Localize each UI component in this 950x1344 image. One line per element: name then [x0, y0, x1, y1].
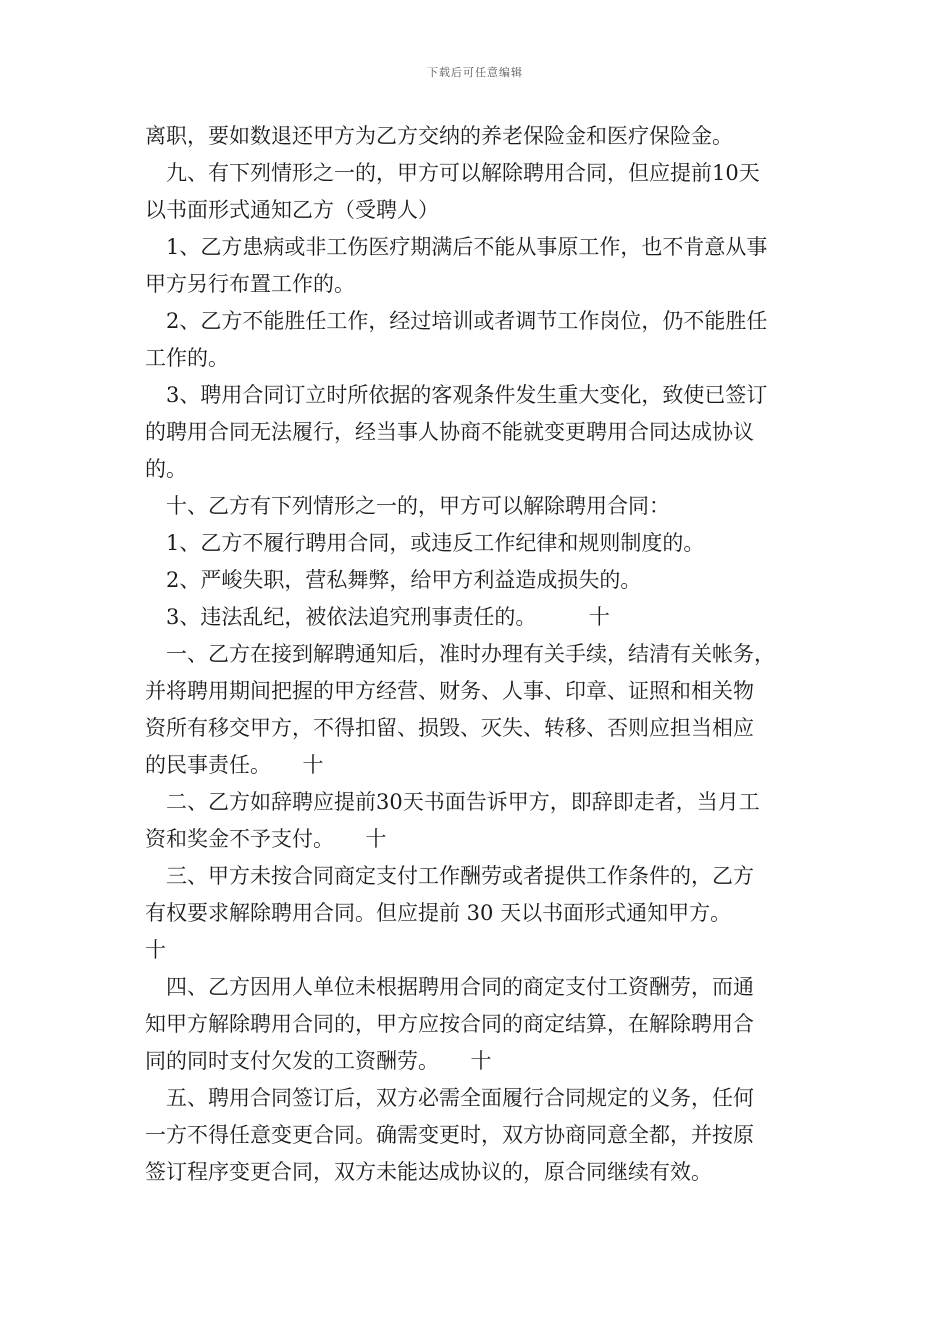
page-header: 下载后可任意编辑: [427, 66, 523, 79]
text-line: 的聘用合同无法履行，经当事人协商不能就变更聘用合同达成协议: [145, 420, 754, 444]
text-line: 1、乙方患病或非工伤医疗期满后不能从事原工作，也不肯意从事: [145, 235, 768, 259]
text-line: 有权要求解除聘用合同。但应提前 30 天以书面形式通知甲方。: [145, 901, 732, 925]
text-line: 的。: [145, 457, 187, 481]
text-line: 一方不得任意变更合同。确需变更时，双方协商同意全都，并按原: [145, 1123, 754, 1147]
text-line: 签订程序变更合同，双方未能达成协议的，原合同继续有效。: [145, 1160, 712, 1184]
text-line: 的民事责任。 十: [145, 753, 324, 777]
text-line: 资所有移交甲方，不得扣留、损毁、灭失、转移、否则应担当相应: [145, 716, 754, 740]
text-line: 二、乙方如辞聘应提前30天书面告诉甲方，即辞即走者，当月工: [145, 790, 760, 814]
text-line: 知甲方解除聘用合同的，甲方应按合同的商定结算，在解除聘用合: [145, 1012, 754, 1036]
text-line: 2、乙方不能胜任工作，经过培训或者调节工作岗位，仍不能胜任: [145, 309, 768, 333]
document-body: [145, 118, 815, 1191]
text-line: 并将聘用期间把握的甲方经营、财务、人事、印章、证照和相关物: [145, 679, 754, 703]
text-line: 离职，要如数退还甲方为乙方交纳的养老保险金和医疗保险金。: [145, 124, 733, 148]
text-line: 九、有下列情形之一的，甲方可以解除聘用合同，但应提前10天: [145, 161, 760, 185]
text-line: 3、违法乱纪，被依法追究刑事责任的。 十: [145, 605, 610, 629]
text-line: 工作的。: [145, 346, 229, 370]
text-line: 以书面形式通知乙方（受聘人）: [145, 198, 439, 222]
text-line: 十: [145, 938, 166, 962]
text-line: 四、乙方因用人单位未根据聘用合同的商定支付工资酬劳，而通: [145, 975, 754, 999]
text-line: 资和奖金不予支付。 十: [145, 827, 387, 851]
text-line: 十、乙方有下列情形之一的，甲方可以解除聘用合同：: [145, 494, 670, 518]
text-line: 1、乙方不履行聘用合同，或违反工作纪律和规则制度的。: [145, 531, 705, 555]
text-line: 2、严峻失职，营私舞弊，给甲方利益造成损失的。: [145, 568, 642, 592]
text-line: 3、聘用合同订立时所依据的客观条件发生重大变化，致使已签订: [145, 383, 768, 407]
text-line: 三、甲方未按合同商定支付工作酬劳或者提供工作条件的，乙方: [145, 864, 754, 888]
text-line: 甲方另行布置工作的。: [145, 272, 355, 296]
text-line: 一、乙方在接到解聘通知后，准时办理有关手续，结清有关帐务，: [145, 642, 775, 666]
text-line: 同的同时支付欠发的工资酬劳。 十: [145, 1049, 492, 1073]
text-line: 五、聘用合同签订后，双方必需全面履行合同规定的义务，任何: [145, 1086, 754, 1110]
